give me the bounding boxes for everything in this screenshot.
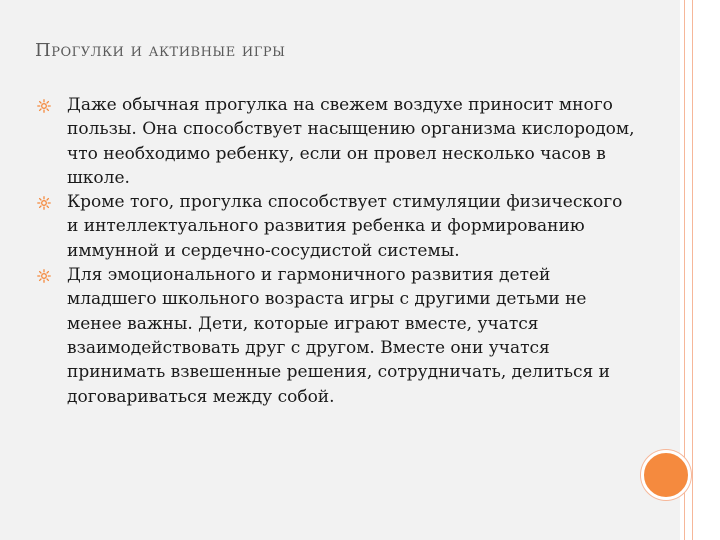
decorative-line bbox=[692, 0, 693, 540]
bullet-item bbox=[36, 263, 636, 409]
sun-icon bbox=[37, 99, 51, 113]
sun-icon bbox=[37, 269, 51, 283]
sun-icon bbox=[37, 196, 51, 210]
orange-circle bbox=[641, 450, 691, 500]
bullet-list bbox=[36, 93, 636, 409]
bullet-text: Даже обычная прогулка на свежем воздухе приносит много пользы. Она способствует насыщению организма кислородом, что необходимо ребенку, если он провел несколько часов в школе. bbox=[67, 95, 635, 188]
bullet-item bbox=[36, 190, 636, 263]
bullet-text: Кроме того, прогулка способствует стимуляции физического и интеллектуального развития ребенка и формированию иммунной и сердечно-сосудистой системы. bbox=[67, 192, 623, 261]
bullet-text: Для эмоционального и гармоничного развития детей младшего школьного возраста игры с другими детьми не менее важны. Дети, которые играют вместе, учатся взаимодействовать друг с другом. Вместе они учатся принимать взвешенные решения, сотрудничать, делиться и договариваться между собой. bbox=[67, 265, 610, 407]
slide-title: Прогулки и активные игры bbox=[35, 40, 286, 61]
bullet-item bbox=[36, 93, 636, 190]
